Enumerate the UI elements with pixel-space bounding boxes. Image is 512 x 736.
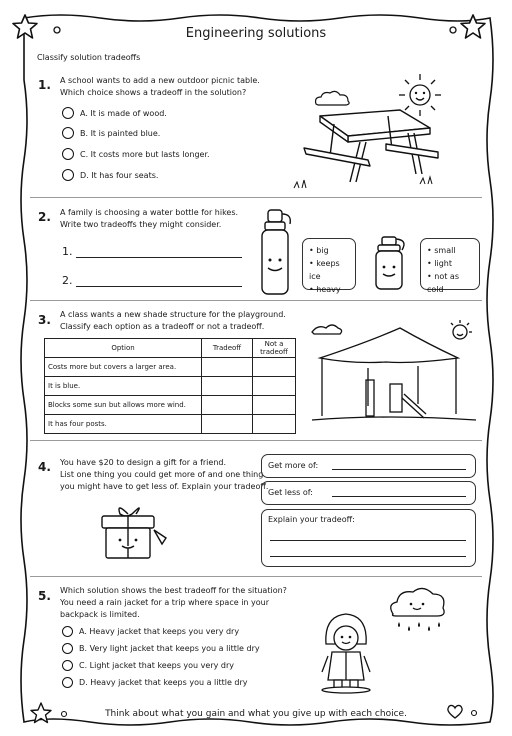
radio-circle[interactable]	[62, 148, 74, 160]
answer-1-label: 1.	[62, 245, 73, 258]
option-label: C. It costs more but lasts longer.	[80, 149, 210, 159]
question-3-text-line2: Classify each option as a tradeoff or not a tradeoff.	[60, 322, 265, 331]
big-water-bottle-icon	[258, 206, 302, 298]
radio-circle[interactable]	[62, 169, 74, 181]
table-row	[45, 358, 296, 377]
section-divider	[30, 197, 482, 198]
get-more-label: Get more of:	[268, 461, 319, 470]
table-row	[45, 415, 296, 434]
q1-option-a[interactable]	[62, 107, 167, 119]
table-cell-option: It is blue.	[45, 377, 202, 396]
question-3-number: 3.	[38, 313, 51, 327]
get-less-line[interactable]	[332, 496, 466, 497]
q5-option-d[interactable]	[62, 677, 248, 688]
bubble-item: • small	[427, 246, 456, 255]
radio-circle[interactable]	[62, 677, 73, 688]
table-cell-not-tradeoff[interactable]	[253, 377, 296, 396]
question-1-number: 1.	[38, 78, 51, 92]
option-label: D. Heavy jacket that keeps you a little dry	[79, 678, 248, 687]
section-divider	[30, 576, 482, 577]
page-title: Engineering solutions	[185, 26, 327, 41]
big-bottle-bubble	[302, 238, 356, 294]
option-label: B. It is painted blue.	[80, 128, 161, 138]
explain-box[interactable]	[261, 509, 476, 567]
q1-option-d[interactable]	[62, 169, 158, 181]
footer-tip: Think about what you gain and what you give up with each choice.	[105, 709, 407, 719]
column-header-not-tradeoff: Not a tradeoff	[253, 339, 296, 358]
table-cell-option: It has four posts.	[45, 415, 202, 434]
shade-structure-illustration	[308, 318, 484, 430]
explain-line[interactable]	[270, 540, 466, 541]
radio-circle[interactable]	[62, 660, 73, 671]
table-row	[45, 396, 296, 415]
question-1-text-line2: Which choice shows a tradeoff in the solution?	[60, 88, 247, 97]
small-water-bottle-icon	[372, 234, 416, 294]
get-less-box[interactable]	[261, 481, 476, 505]
question-4-text-line1: You have $20 to design a gift for a friend.	[60, 458, 227, 467]
section-divider	[30, 440, 482, 441]
table-cell-option: Costs more but covers a larger area.	[45, 358, 202, 377]
get-more-box[interactable]	[261, 454, 476, 478]
section-divider	[30, 300, 482, 301]
question-4-text-line2: List one thing you could get more of and one thing	[60, 470, 264, 479]
table-cell-option: Blocks some sun but allows more wind.	[45, 396, 202, 415]
column-header-tradeoff: Tradeoff	[202, 339, 253, 358]
table-cell-tradeoff[interactable]	[202, 415, 253, 434]
rain-cloud-icon	[385, 584, 451, 636]
bubble-item: • heavy	[309, 285, 341, 294]
option-label: D. It has four seats.	[80, 170, 159, 180]
small-circle-icon	[470, 709, 478, 717]
option-label: A. Heavy jacket that keeps you very dry	[79, 627, 240, 636]
question-4-text-line3: you might have to get less of. Explain your tradeoff.	[60, 482, 269, 491]
table-cell-not-tradeoff[interactable]	[253, 396, 296, 415]
column-header-option: Option	[45, 339, 202, 358]
bubble-item: • not as cold	[427, 272, 459, 294]
question-5-text-line2: You need a rain jacket for a trip where space in your	[60, 598, 270, 607]
radio-circle[interactable]	[62, 107, 74, 119]
page-subtitle: Classify solution tradeoffs	[37, 53, 141, 62]
explain-label: Explain your tradeoff:	[268, 515, 355, 524]
explain-line[interactable]	[270, 556, 466, 557]
get-more-line[interactable]	[332, 469, 466, 470]
q5-option-c[interactable]	[62, 660, 234, 671]
gift-box-icon	[98, 500, 172, 562]
child-raincoat-illustration	[318, 610, 374, 694]
table-cell-not-tradeoff[interactable]	[253, 415, 296, 434]
table-row	[45, 377, 296, 396]
table-cell-tradeoff[interactable]	[202, 358, 253, 377]
question-2-text-line1: A family is choosing a water bottle for hikes.	[60, 208, 239, 217]
option-label: C. Light jacket that keeps you very dry	[79, 661, 234, 670]
q5-option-b[interactable]	[62, 643, 260, 654]
option-label: B. Very light jacket that keeps you a little dry	[79, 644, 260, 653]
get-less-label: Get less of:	[268, 488, 313, 497]
option-label: A. It is made of wood.	[80, 108, 167, 118]
question-5-number: 5.	[38, 589, 51, 603]
small-bottle-bubble	[420, 238, 480, 294]
radio-circle[interactable]	[62, 643, 73, 654]
answer-2-label: 2.	[62, 274, 73, 287]
bubble-item: • light	[427, 259, 452, 268]
q1-option-b[interactable]	[62, 127, 160, 139]
table-cell-tradeoff[interactable]	[202, 396, 253, 415]
question-4-number: 4.	[38, 460, 51, 474]
bubble-item: • big	[309, 246, 329, 255]
picnic-table-illustration	[290, 104, 440, 194]
question-1-text-line1: A school wants to add a new outdoor picnic table.	[60, 76, 260, 85]
table-cell-not-tradeoff[interactable]	[253, 358, 296, 377]
answer-2-line[interactable]	[76, 286, 242, 287]
question-5-text-line3: backpack is limited.	[60, 610, 140, 619]
bubble-item: • keeps ice	[309, 259, 340, 281]
question-3-text-line1: A class wants a new shade structure for the playground.	[60, 310, 286, 319]
radio-circle[interactable]	[62, 127, 74, 139]
table-cell-tradeoff[interactable]	[202, 377, 253, 396]
question-5-text-line1: Which solution shows the best tradeoff for the situation?	[60, 586, 287, 595]
question-2-text-line2: Write two tradeoffs they might consider.	[60, 220, 222, 229]
heart-icon	[446, 704, 464, 720]
tradeoff-table	[44, 338, 296, 434]
question-2-number: 2.	[38, 210, 51, 224]
q5-option-a[interactable]	[62, 626, 239, 637]
q1-option-c[interactable]	[62, 148, 210, 160]
answer-1-line[interactable]	[76, 257, 242, 258]
radio-circle[interactable]	[62, 626, 73, 637]
